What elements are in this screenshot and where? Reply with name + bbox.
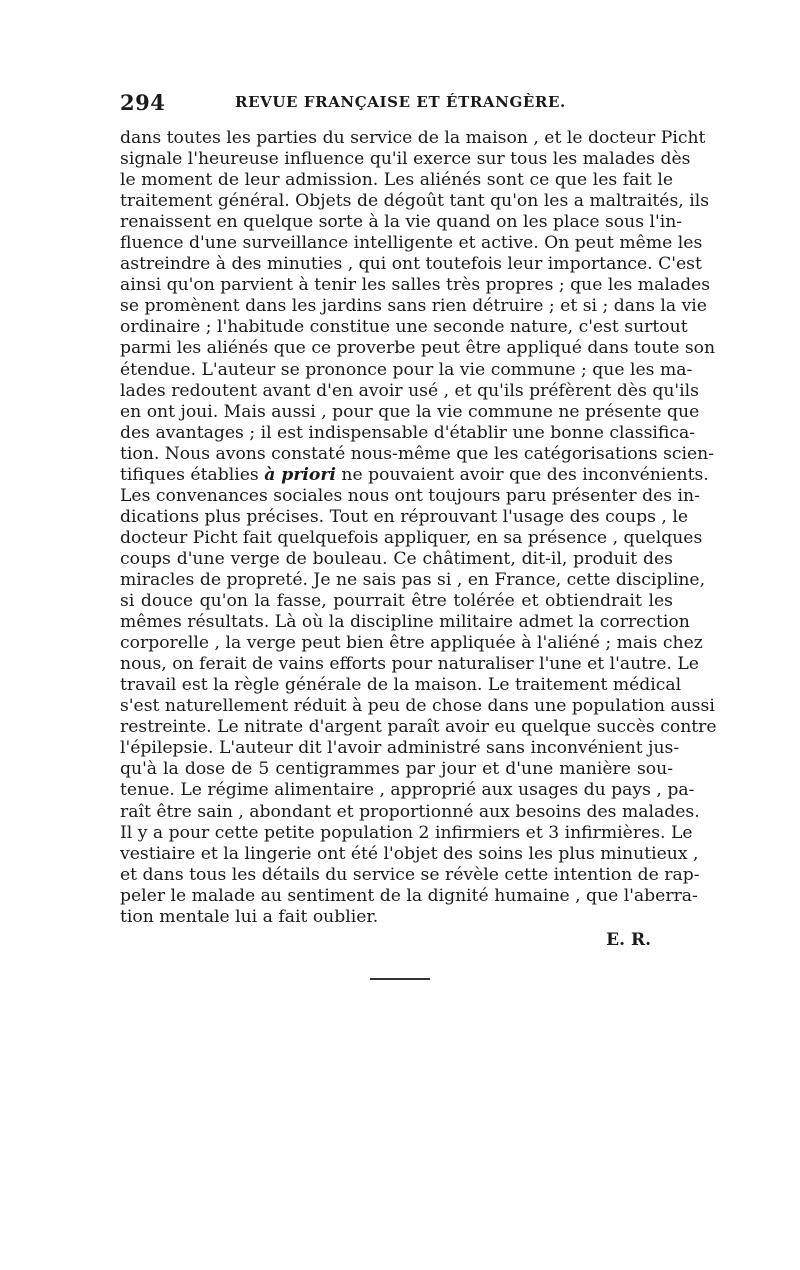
text-line: si douce qu'on la fasse, pourrait être tolérée et obtiendrait les bbox=[120, 591, 673, 612]
text-line: s'est naturellement réduit à peu de chose dans une population aussi bbox=[120, 696, 715, 717]
text-line: miracles de propreté. Je ne sais pas si , en France, cette discipline, bbox=[120, 569, 706, 590]
text-line: vestiaire et la lingerie ont été l'objet des soins les plus minutieux , bbox=[120, 843, 699, 864]
text-line: des avantages ; il est indispensable d'établir une bonne classifica- bbox=[120, 422, 696, 443]
text-line: parmi les aliénés que ce proverbe peut être appliqué dans toute son bbox=[120, 338, 716, 359]
running-title: REVUE FRANÇAISE ET ÉTRANGÈRE. bbox=[235, 93, 566, 111]
text-line: tion. Nous avons constaté nous-même que les catégorisations scien- bbox=[120, 443, 715, 464]
text-line: Les convenances sociales nous ont toujours paru présenter des in- bbox=[120, 485, 700, 506]
text-line: travail est la règle générale de la maison. Le traitement médical bbox=[120, 675, 682, 696]
text-line: tifiques établies à priori ne pouvaient avoir que des inconvénients. bbox=[120, 464, 709, 485]
text-line: ordinaire ; l'habitude constitue une seconde nature, c'est surtout bbox=[120, 317, 688, 338]
text-line: restreinte. Le nitrate d'argent paraît avoir eu quelque succès contre bbox=[120, 717, 717, 738]
text-line: et dans tous les détails du service se révèle cette intention de rap- bbox=[120, 864, 700, 885]
text-line: peler le malade au sentiment de la dignité humaine , que l'aberra- bbox=[120, 885, 698, 906]
text-line: tenue. Le régime alimentaire , approprié aux usages du pays , pa- bbox=[120, 780, 695, 801]
text-line: mêmes résultats. Là où la discipline militaire admet la correction bbox=[120, 612, 690, 633]
text-line: étendue. L'auteur se prononce pour la vie commune ; que les ma- bbox=[120, 359, 693, 380]
text-line: docteur Picht fait quelquefois appliquer, en sa présence , quelques bbox=[120, 527, 703, 548]
text-line: astreindre à des minuties , qui ont toutefois leur importance. C'est bbox=[120, 254, 702, 275]
page bbox=[120, 90, 717, 980]
text-line: corporelle , la verge peut bien être appliquée à l'aliéné ; mais chez bbox=[120, 633, 703, 654]
text-line: tion mentale lui a fait oublier. bbox=[120, 906, 379, 927]
text-line: raît être sain , abondant et proportionné aux besoins des malades. bbox=[120, 801, 700, 822]
text-line: ainsi qu'on parvient à tenir les salles très propres ; que les malades bbox=[120, 275, 711, 296]
section-divider bbox=[370, 978, 430, 980]
text-line: en ont joui. Mais aussi , pour que la vie commune ne présente que bbox=[120, 401, 700, 422]
text-line: traitement général. Objets de dégoût tant qu'on les a maltraités, ils bbox=[120, 191, 710, 212]
page-number: 294 bbox=[120, 90, 166, 115]
page-header bbox=[120, 90, 673, 122]
text-line: l'épilepsie. L'auteur dit l'avoir administré sans inconvénient jus- bbox=[120, 738, 680, 759]
text-line: fluence d'une surveillance intelligente et active. On peut même les bbox=[120, 233, 703, 254]
text-line: lades redoutent avant d'en avoir usé , et qu'ils préfèrent dès qu'ils bbox=[120, 380, 699, 401]
text-line: nous, on ferait de vains efforts pour naturaliser l'une et l'autre. Le bbox=[120, 654, 699, 675]
text-line: dications plus précises. Tout en réprouvant l'usage des coups , le bbox=[120, 506, 689, 527]
signature: E. R. bbox=[606, 929, 651, 950]
text-line: dans toutes les parties du service de la maison , et le docteur Picht bbox=[120, 128, 706, 148]
body-text bbox=[120, 128, 717, 928]
text-line: Il y a pour cette petite population 2 infirmiers et 3 infirmières. Le bbox=[120, 822, 693, 843]
text-line: se promènent dans les jardins sans rien détruire ; et si ; dans la vie bbox=[120, 296, 707, 317]
text-line: le moment de leur admission. Les aliénés sont ce que les fait le bbox=[120, 170, 673, 191]
text-line: qu'à la dose de 5 centigrammes par jour et d'une manière sou- bbox=[120, 759, 673, 780]
text-line: signale l'heureuse influence qu'il exerce sur tous les malades dès bbox=[120, 149, 691, 170]
italic-term: à priori bbox=[264, 464, 336, 485]
text-line: coups d'une verge de bouleau. Ce châtiment, dit-il, produit des bbox=[120, 548, 673, 569]
text-line: renaissent en quelque sorte à la vie quand on les place sous l'in- bbox=[120, 212, 683, 233]
